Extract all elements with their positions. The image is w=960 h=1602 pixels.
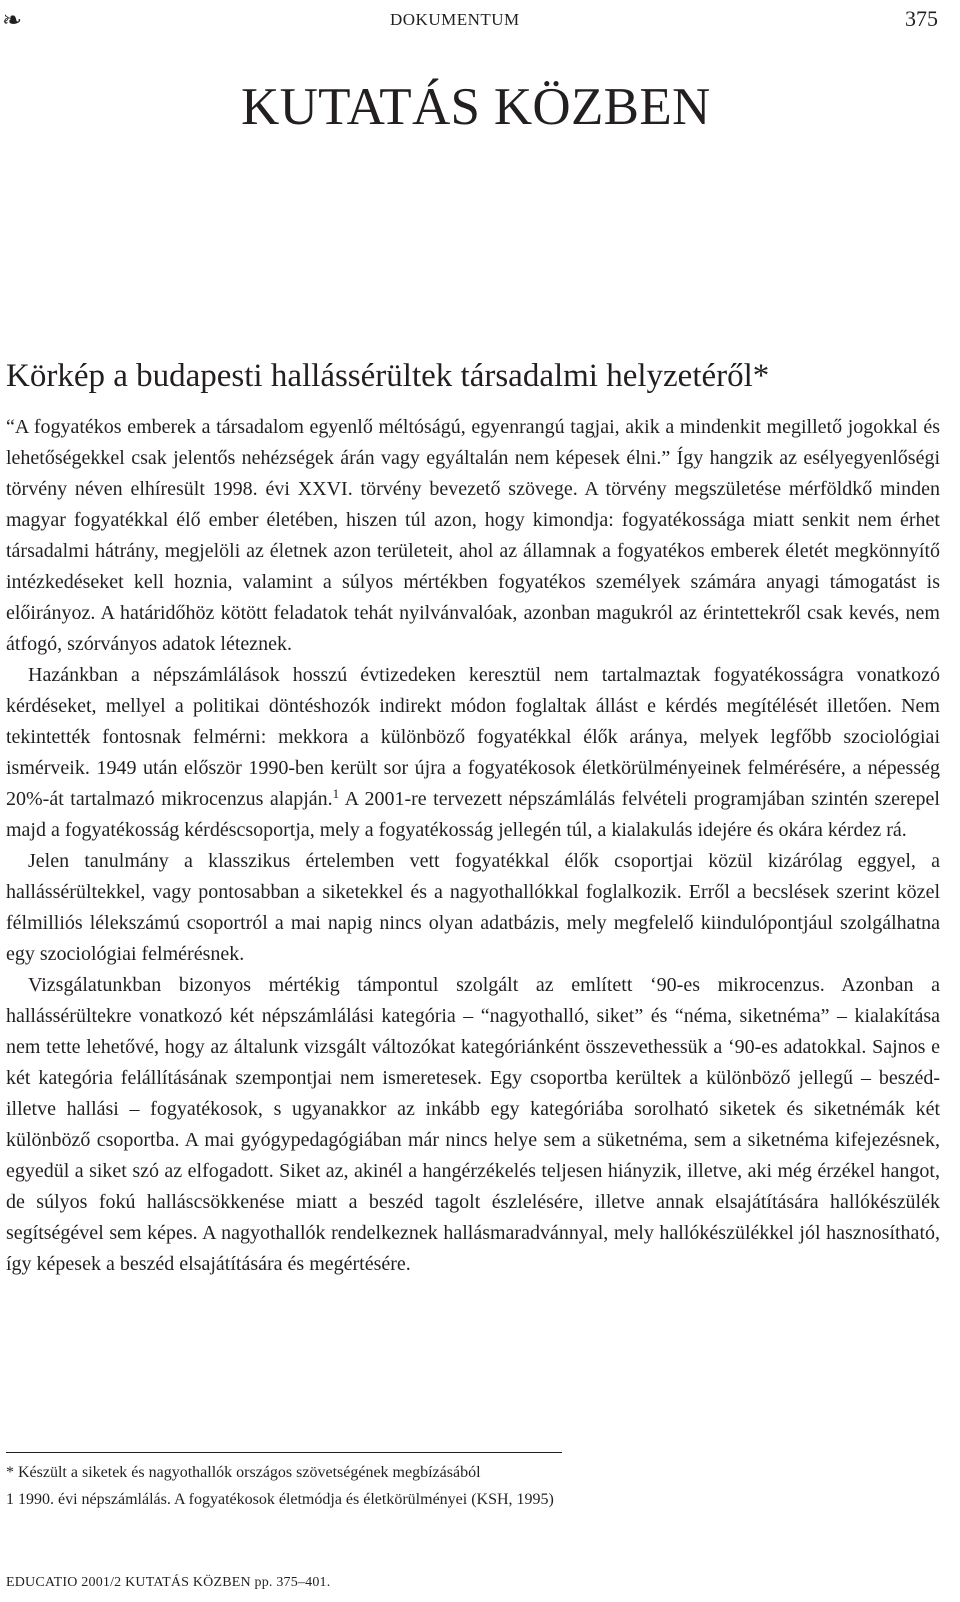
journal-footer: EDUCATIO 2001/2 KUTATÁS KÖZBEN pp. 375–401. <box>6 1575 331 1590</box>
document-page <box>2 0 940 1602</box>
page-number: 375 <box>905 6 938 31</box>
paragraph-2-text-continued: A 2001-re tervezett népszámlálás felvételi programjában szintén szerepel majd a fogyatékosság kérdéscsoportja, mely a fogyatékosság jellegén túl, a kialakulás idejére és okára kérdez rá. <box>6 788 940 841</box>
article-title: Körkép a budapesti hallássérültek társadalmi helyzetéről* <box>6 358 770 394</box>
paragraph-3-text: Jelen tanulmány a klasszikus értelemben vett fogyatékkal élők csoportjai közül kizárólag eggyel, a hallássérültekkel, vagy pontosabban a siketekkel és a nagyothallókkal foglalkozik. Erről a becslések szerint közel félmilliós lélekszámú csoportról a mai napig nincs olyan adatbázis, mely megfelelő kiindulópontjául szolgálhatna egy szociológiai felmérésnek. <box>6 850 940 965</box>
paragraph-1-text: “A fogyatékos emberek a társadalom egyenlő méltóságú, egyenrangú tagjai, akik a mindenkit megillető jogokkal és lehetőségekkel csak jelentős nehézségek árán vagy egyáltalán nem képesek élni.” Így hangzik az esélyegyenlőségi törvény néven elhíresült 1998. évi XXVI. törvény bevezető szövege. A törvény megszületése mérföldkő minden magyar fogyatékkal élő ember életében, hiszen túl azon, hogy kimondja: fogyatékossága miatt senkit nem érhet társadalmi hátrány, megjelöli az életnek azon területeit, ahol az államnak a fogyatékos emberek életét megkönnyítő intézkedéseket kell hoznia, valamint a súlyos mértékben fogyatékos személyek számára anyagi támogatást is előirányoz. A határidőhöz kötött feladatok tehát nyilvánvalóak, azonban magukról az érintettekről csak kevés, nem átfogó, szórványos adatok léteznek. <box>6 416 940 655</box>
article-body <box>6 412 940 1280</box>
paragraph-4 <box>6 970 940 1280</box>
fleuron-icon: ❧ <box>2 8 23 34</box>
footnote-reference[interactable]: 1 <box>332 786 340 801</box>
paragraph-4-text: Vizsgálatunkban bizonyos mértékig támpontul szolgált az említett ‘90-es mikrocenzus. Azonban a hallássérültekre vonatkozó két népszámlálási kategória – “nagyothalló, siket” és “néma, siketnéma” – kialakítása nem tette lehetővé, hogy az általunk vizsgált változókat kategóriánként összevethessük a ‘90-es adatokkal. Sajnos e két kategória felállításának szempontjai nem ismeretesek. Egy csoportba kerültek a különböző jellegű – beszéd- illetve hallási – fogyatékosok, s ugyanakkor az inkább egy kategóriába sorolható siketek és siketnémák két különböző csoportba. A mai gyógypedagógiában már nincs helye sem a süketnéma, sem a siketnéma kifejezésnek, egyedül a siket szó az elfogadott. Siket az, akinél a hangérzékelés teljesen hiányzik, illetve, aki még érzékel hangot, de súlyos fokú halláscsökkenése miatt a beszéd tagolt észlelésére, illetve annak elsajátítására hallókészülék segítségével sem képes. A nagyothallók rendelkeznek hallásmaradvánnyal, mely hallókészülékkel jól hasznosítható, így képesek a beszéd elsajátítására és megértésére. <box>6 974 940 1275</box>
paragraph-2 <box>6 660 940 846</box>
footnote-1: 1 1990. évi népszámlálás. A fogyatékosok életmódja és életkörülményei (KSH, 1995) <box>6 1491 554 1508</box>
paragraph-3 <box>6 846 940 970</box>
paragraph-1 <box>6 412 940 660</box>
page-header <box>2 6 940 36</box>
paragraph-2-text: Hazánkban a népszámlálások hosszú évtizedeken keresztül nem tartalmaztak fogyatékosságra vonatkozó kérdéseket, mellyel a politikai döntéshozók indirekt módon foglaltak állást e kérdés megítélését illetően. Nem tekintették fontosnak felmérni: mekkora a különböző fogyatékkal élők aránya, melyek legfőbb szociológiai ismérveik. 1949 után először 1990-ben került sor újra a fogyatékosok életkörülményeinek felmérésére, a népesség 20%-át tartalmazó mikrocenzus alapján. <box>6 664 940 810</box>
footnote-divider <box>6 1452 562 1453</box>
footnote-asterisk: * Készült a siketek és nagyothallók országos szövetségének megbízásából <box>6 1464 481 1481</box>
footnotes <box>6 1459 936 1513</box>
section-title: KUTATÁS KÖZBEN <box>241 78 711 136</box>
running-head: DOKUMENTUM <box>390 10 520 29</box>
